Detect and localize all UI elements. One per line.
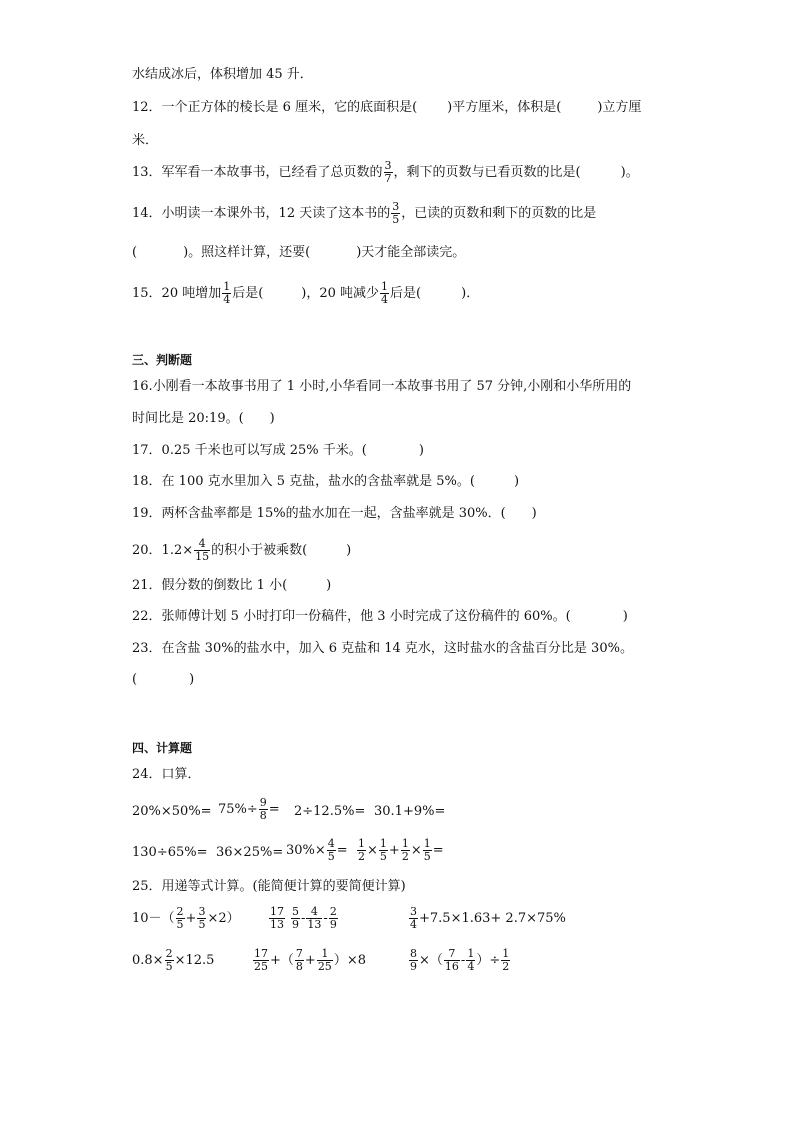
- q24-r1c1: 20%×50%=: [132, 804, 212, 819]
- q24-r2c4: $\frac{1}{2}$ × $\frac{1}{5}$ + $\frac{1}{2}$ × $\frac{1}{5}$ =: [358, 837, 444, 863]
- q23-line1: 23．在含盐 30%的盐水中，加入 6 克盐和 14 克水，这时盐水的含盐百分比是 30%。: [132, 641, 633, 656]
- q14-fraction: $\frac{3}{5}$: [392, 200, 400, 226]
- q25-row-2: [132, 948, 692, 980]
- q16-line2: 时间比是 20:19。( ): [132, 411, 275, 426]
- q15-text-a: 15．20 吨增加: [132, 286, 222, 301]
- q24-r1c2: 75%÷ $\frac{9}{8}$ =: [218, 796, 280, 822]
- q24-r1c3: 2÷12.5%=: [294, 804, 366, 819]
- q13-text-c: )。: [620, 165, 639, 180]
- q25-title: 25．用递等式计算。(能简便计算的要简便计算): [132, 879, 406, 894]
- q24-r2c1: 130÷65%=: [132, 845, 208, 860]
- q15-text-d: 后是(: [390, 286, 422, 301]
- q20-fraction: $\frac{4}{15}$: [195, 537, 210, 563]
- q12-line1: [132, 99, 641, 117]
- q13-text-b: ，剩下的页数与已看页数的比是(: [393, 165, 581, 180]
- q24-r1c4: 30.1+9%=: [374, 804, 446, 819]
- q13-fraction: $\frac{3}{7}$: [384, 159, 392, 185]
- q16-line1: 16.小刚看一本故事书用了 1 小时,小华看同一本故事书用了 57 分钟,小刚和小华所用的: [132, 379, 632, 394]
- q12-line2: 米．: [132, 133, 159, 148]
- q15-text-b: 后是(: [232, 286, 264, 301]
- q24-r2c2: 36×25%=: [216, 845, 284, 860]
- q17: 17．0.25 千米也可以写成 25% 千米。( ): [132, 443, 424, 458]
- q12-text-c: )立方厘: [597, 100, 642, 115]
- q14-text-end: )天才能全部读完。: [356, 245, 466, 260]
- q14-paren-open: (: [132, 245, 138, 260]
- q15-text-e: )．: [461, 286, 480, 301]
- q24-title: 24．口算．: [132, 767, 201, 782]
- q20-text-a: 20．1.2×: [132, 543, 194, 558]
- q25-expr-4: 0.8× $\frac{2}{5}$ ×12.5: [132, 947, 215, 973]
- section-title-calculation: 四、计算题: [132, 741, 193, 755]
- q19: 19．两杯含盐率都是 15%的盐水加在一起，含盐率就是 30%．( ): [132, 506, 537, 521]
- q14-text-b: ，已读的页数和剩下的页数的比是: [401, 206, 597, 221]
- q25-expr-6: $\frac{8}{9}$ ×（ $\frac{7}{16}$ - $\frac{1}{4}$ ）÷ $\frac{1}{2}$: [410, 947, 510, 973]
- q25-expr-1: 10－（ $\frac{2}{5}$ + $\frac{3}{5}$ ×2）: [132, 905, 240, 931]
- q15-text-c: )，20 吨减少: [301, 286, 380, 301]
- q22: 22．张师傅计划 5 小时打印一份稿件，他 3 小时完成了这份稿件的 60%。( ): [132, 609, 628, 624]
- q12-text-a: 12．一个正方体的棱长是 6 厘米，它的底面积是(: [132, 100, 418, 115]
- q25-expr-3: $\frac{3}{4}$ +7.5×1.63+ 2.7×75%: [410, 905, 566, 931]
- q25-row-1: [132, 906, 692, 938]
- q11-tail: 水结成冰后，体积增加 45 升．: [132, 67, 313, 82]
- q25-expr-2: $\frac{17}{13}$ $\frac{5}{9}$ - $\frac{4}{13}$ - $\frac{2}{9}$: [270, 905, 337, 931]
- q15: [132, 281, 479, 306]
- q14-line1: [132, 201, 596, 226]
- q15-fraction-2: $\frac{1}{4}$: [381, 280, 389, 306]
- q20: [132, 538, 351, 563]
- section-title-judgement: 三、判断题: [132, 353, 193, 367]
- q13: [132, 160, 639, 185]
- q12-text-b: )平方厘米，体积是(: [447, 100, 562, 115]
- q24-row-1: [132, 797, 692, 827]
- q14-text-a: 14．小明读一本课外书，12 天读了这本书的: [132, 206, 391, 221]
- q25-expr-5: $\frac{17}{25}$ +（ $\frac{7}{8}$ + $\frac{1}{25}$ ）×8: [254, 947, 366, 973]
- q13-text-a: 13．军军看一本故事书，已经看了总页数的: [132, 165, 383, 180]
- q20-text-b: 的积小于被乘数( ): [211, 543, 352, 558]
- q15-fraction-1: $\frac{1}{4}$: [223, 280, 231, 306]
- q18: 18．在 100 克水里加入 5 克盐，盐水的含盐率就是 5%。( ): [132, 474, 520, 489]
- q24-row-2: [132, 838, 692, 870]
- q23-line2: ( ): [132, 672, 195, 687]
- q24-r2c3: 30%× $\frac{4}{5}$ =: [286, 837, 348, 863]
- q21: 21．假分数的倒数比 1 小( ): [132, 578, 332, 593]
- q14-line2: [132, 244, 465, 262]
- q14-text-mid: )。照这样计算，还要(: [183, 245, 311, 260]
